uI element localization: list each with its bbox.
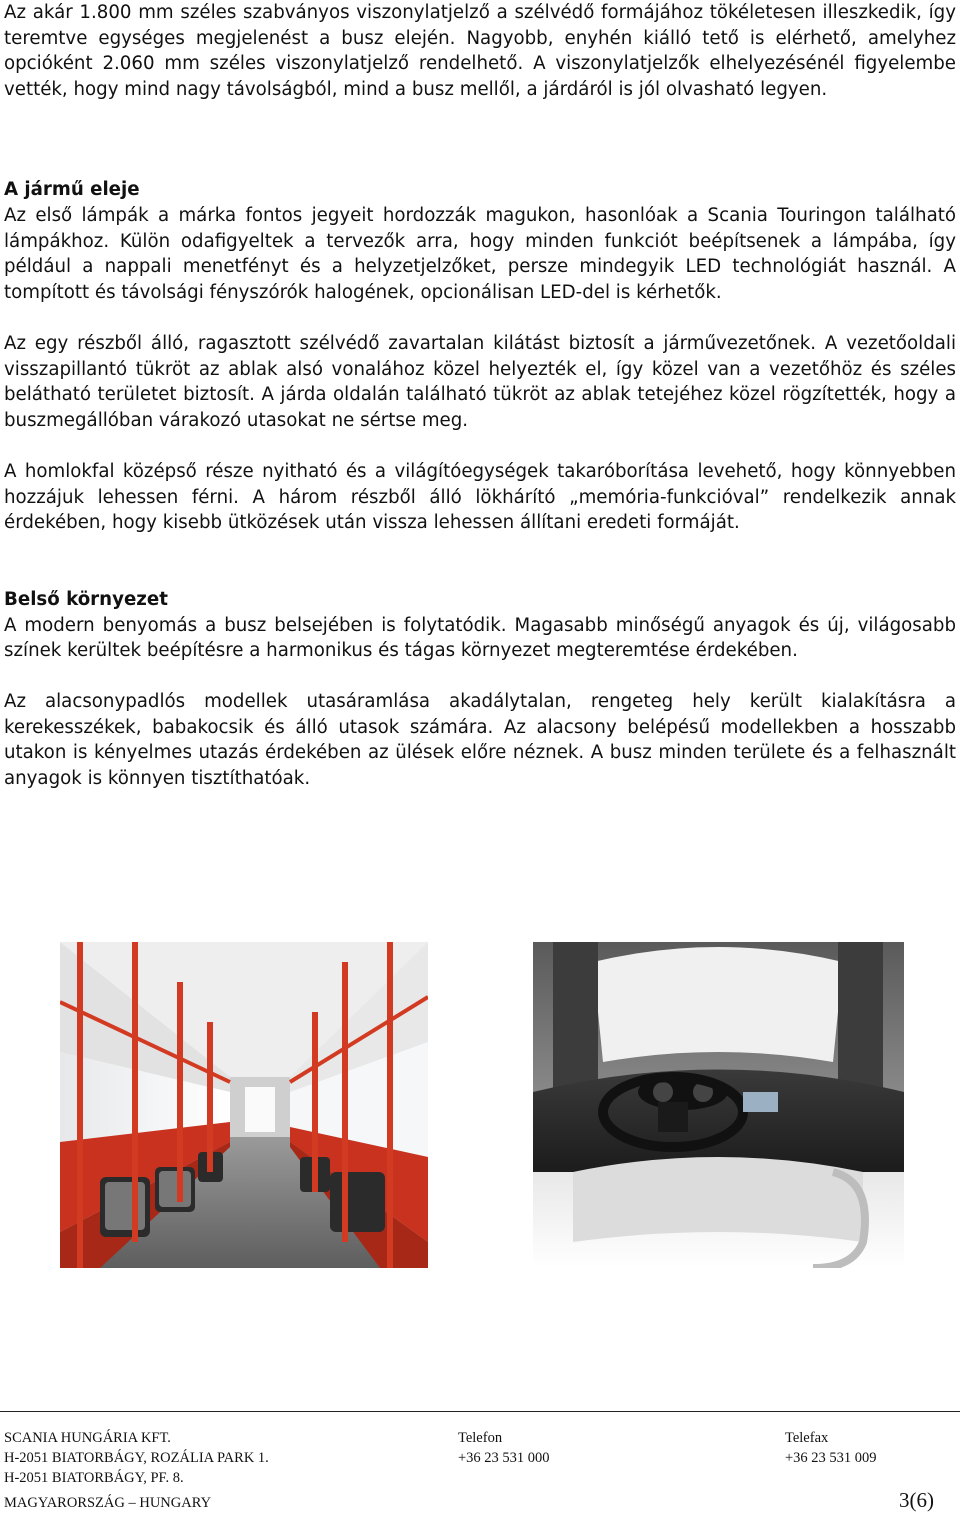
driver-cockpit-photo [533, 942, 904, 1268]
front-section-body [4, 203, 956, 792]
intro-text: Az akár 1.800 mm széles szabványos viszonylatjelző a szélvédő formájához tökéletesen illeszkedik, így teremtve egységes megjelenést a busz elején. Nagyobb, enyhén kiálló tető is elérhető, amelyhez opcióként 2.060 mm széles viszonylatjelző rendelhető. A viszonylatjelzők elhelyezésénél figyelembe vették, hogy mind nagy távolságból, mind a busz mellől, a járdáról is jól olvasható legyen. [4, 2, 956, 100]
interior-paragraph-2: Az alacsonypadlós modellek utasáramlása akadálytalan, rengeteg hely került kialakításra a kerekesszékek, babakocsik és álló utasok számára. Az alacsony belépésű modellekben a hosszabb utakon is kényelmes utazás érdekében az ülések előre néznek. A busz minden területe és a felhasznált anyagok is könnyen tisztíthatóak. [4, 691, 956, 790]
footer-divider [0, 1411, 960, 1412]
page-number: 3(6) [899, 1488, 934, 1512]
interior-section-heading: Belső környezet [4, 588, 168, 610]
footer-phone-block [458, 1428, 550, 1468]
front-paragraph-2: Az egy részből álló, ragasztott szélvédő zavartalan kilátást biztosít a járművezetőnek. A vezetőoldali visszapillantó tükröt az ablak alsó vonalához közel helyezték el, így közel van a vezetőhöz és széles belátható területet biztosít. A járda oldalán található tükröt az ablak tetejéhez közel rögzítették, hogy a buszmegállóban várakozó utasokat ne sértse meg. [4, 332, 956, 431]
footer-address-1: H-2051 BIATORBÁGY, ROZÁLIA PARK 1. [4, 1450, 269, 1466]
footer-fax-label: Telefax [785, 1430, 829, 1446]
footer-country: MAGYARORSZÁG – HUNGARY [4, 1495, 212, 1511]
footer-fax-number: +36 23 531 009 [785, 1450, 877, 1466]
footer-phone-number: +36 23 531 000 [458, 1450, 550, 1466]
footer-fax-block [785, 1428, 877, 1468]
intro-paragraph [4, 0, 956, 102]
front-section-heading: A jármű eleje [4, 179, 140, 200]
footer-address-2: H-2051 BIATORBÁGY, PF. 8. [4, 1470, 184, 1486]
footer-phone-label: Telefon [458, 1430, 503, 1446]
front-paragraph-1: Az első lámpák a márka fontos jegyeit hordozzák magukon, hasonlóak a Scania Touringon található lámpákhoz. Külön odafigyeltek a tervezők arra, hogy minden funkciót beépítsenek a lámpába, így például a nappali menetfényt és a helyzetjelzőket, persze mindegyik LED technológiát használ. A tompított és távolsági fényszórók halogének, opcionálisan LED-del is kérhetők. [4, 205, 956, 303]
bus-interior-photo [60, 942, 428, 1268]
footer-company-name: SCANIA HUNGÁRIA KFT. [4, 1430, 171, 1446]
footer-company-block [4, 1428, 269, 1488]
front-paragraph-3: A homlokfal középső része nyitható és a világítóegységek takaróborítása levehető, hogy könnyebben hozzájuk lehessen férni. A három részből álló lökhárító „memória-funkcióval” rendelkezik annak érdekében, hogy kisebb ütközések után vissza lehessen állítani eredeti formáját. [4, 460, 956, 534]
interior-paragraph-1: A modern benyomás a busz belsejében is folytatódik. Magasabb minőségű anyagok és új, világosabb színek kerültek beépítésre a harmonikus és tágas környezet megteremtése érdekében. [4, 614, 956, 662]
